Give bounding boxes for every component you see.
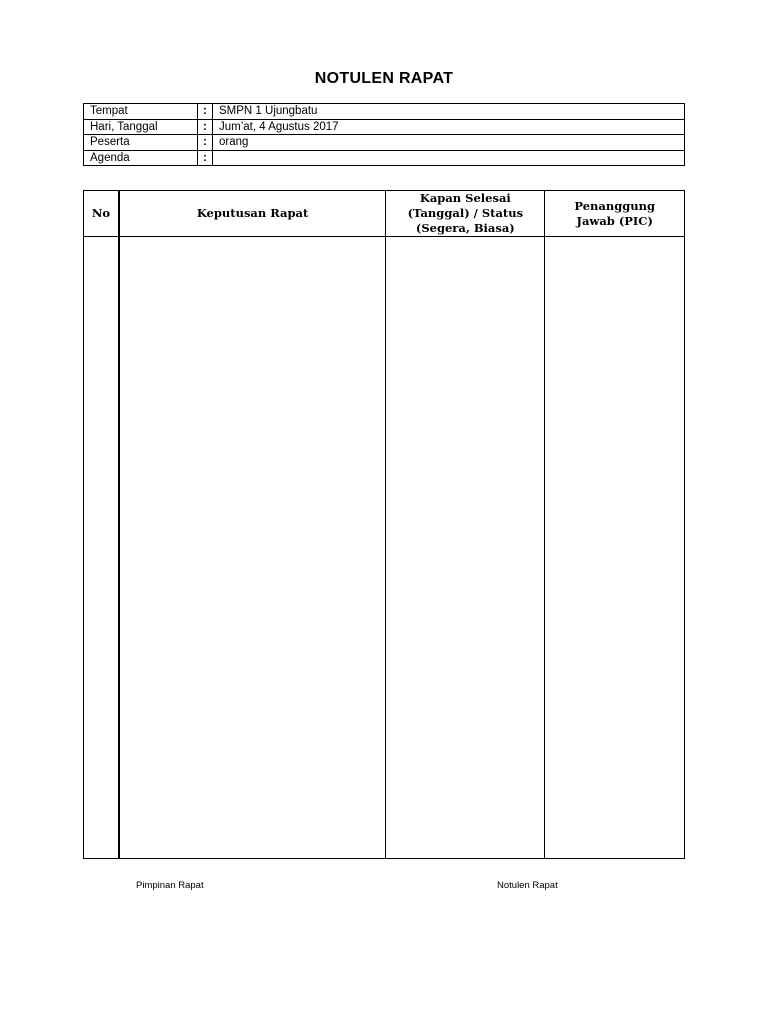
header-keputusan: Keputusan Rapat xyxy=(119,191,386,237)
cell-no xyxy=(84,237,119,859)
cell-pic xyxy=(545,237,685,859)
header-kapan-line: Kapan Selesai xyxy=(419,191,511,205)
info-row-tempat xyxy=(84,104,685,120)
info-colon: : xyxy=(198,135,213,151)
info-value: SMPN 1 Ujungbatu xyxy=(213,104,685,120)
minutes-header-row xyxy=(84,191,685,237)
header-kapan-line: (Segera, Biasa) xyxy=(415,221,515,235)
info-colon: : xyxy=(198,104,213,120)
info-label: Peserta xyxy=(84,135,198,151)
cell-kapan-selesai xyxy=(386,237,545,859)
info-row-agenda xyxy=(84,150,685,166)
info-colon: : xyxy=(198,119,213,135)
signature-pimpinan: Pimpinan Rapat xyxy=(136,880,204,891)
header-pic-line: Jawab (PIC) xyxy=(576,213,653,228)
info-label: Hari, Tanggal xyxy=(84,119,198,135)
info-value: orang xyxy=(213,135,685,151)
info-value xyxy=(213,150,685,166)
header-pic xyxy=(545,191,685,237)
info-colon: : xyxy=(198,150,213,166)
info-row-peserta xyxy=(84,135,685,151)
header-kapan-line: (Tanggal) / Status xyxy=(407,206,524,220)
info-label: Agenda xyxy=(84,150,198,166)
header-pic-line: Penanggung xyxy=(574,198,656,213)
info-label: Tempat xyxy=(84,104,198,120)
minutes-body-row xyxy=(84,237,685,859)
signature-notulen: Notulen Rapat xyxy=(497,880,558,891)
info-value: Jum’at, 4 Agustus 2017 xyxy=(213,119,685,135)
cell-keputusan xyxy=(119,237,386,859)
info-row-hari-tanggal xyxy=(84,119,685,135)
meeting-info-table xyxy=(83,103,685,166)
header-kapan-selesai xyxy=(386,191,545,237)
document-title: NOTULEN RAPAT xyxy=(314,70,454,87)
minutes-table xyxy=(83,190,685,859)
header-no: No xyxy=(84,191,119,237)
